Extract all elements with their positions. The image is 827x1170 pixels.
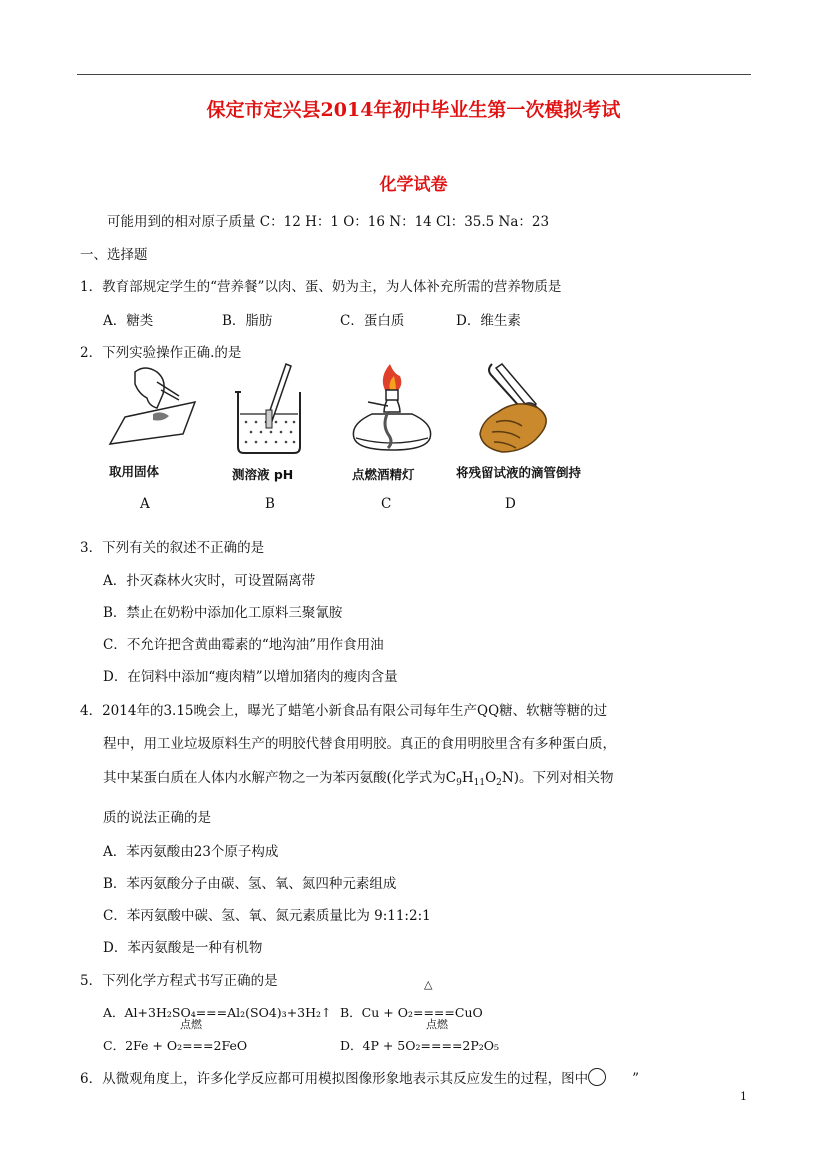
question-6-stem — [80, 1067, 639, 1087]
alcohol-lamp-icon — [348, 362, 438, 457]
question-5-option-b: B．Cu + O₂====CuO — [340, 1005, 483, 1020]
figure-c — [348, 362, 438, 482]
question-5-stem: 5．下列化学方程式书写正确的是 — [80, 973, 278, 989]
figure-a-letter: A — [140, 496, 150, 512]
formula-trail-text: N)。下列对相关物 — [501, 770, 614, 786]
question-1-option-c: C．蛋白质 — [340, 313, 405, 329]
question-4-option-b: B．苯丙氨酸分子由碳、氢、氧、氮四种元素组成 — [103, 876, 397, 892]
formula-lead-text: 其中某蛋白质在人体内水解产物之一为苯丙氨酸(化学式为C — [103, 770, 457, 786]
question-4-option-d: D．苯丙氨酸是一种有机物 — [103, 940, 263, 956]
question-3-option-c: C．不允许把含黄曲霉素的“地沟油”用作食用油 — [103, 637, 384, 653]
question-5-option-a: A．Al+3H₂SO₄===Al₂(SO4)₃+3H₂↑ — [103, 1005, 332, 1020]
figure-b — [230, 362, 310, 482]
question-4-line-1: 4．2014年的3.15晚会上，曝光了蜡笔小新食品有限公司每年生产QQ糖、软糖等糖的过 — [80, 703, 608, 719]
question-1-stem: 1．教育部规定学生的“营养餐”以肉、蛋、奶为主，为人体补充所需的营养物质是 — [80, 279, 562, 295]
figure-d — [456, 362, 608, 480]
question-2-stem: 2．下列实验操作正确.的是 — [80, 345, 242, 361]
hand-holding-dropper-icon — [468, 362, 578, 457]
question-1-option-b: B．脂肪 — [222, 313, 273, 329]
question-4-line-3 — [103, 766, 613, 788]
question-5-option-d: D．4P + 5O₂====2P₂O₅ — [340, 1038, 500, 1053]
question-1-option-a: A．糖类 — [103, 313, 154, 329]
question-4-option-a: A．苯丙氨酸由23个原子构成 — [103, 844, 279, 860]
section-heading: 一、选择题 — [80, 247, 148, 263]
header-rule — [77, 74, 751, 75]
figure-c-caption: 点燃酒精灯 — [352, 467, 415, 482]
question-4-line-2: 程中，用工业垃圾原料生产的明胶代替食用明胶。真正的食用明胶里含有多种蛋白质， — [103, 736, 616, 752]
question-3-option-b: B．禁止在奶粉中添加化工原料三聚氰胺 — [103, 605, 343, 621]
formula-subscript-hydrogen: 11 — [473, 778, 486, 788]
question-6-quote: ” — [632, 1071, 639, 1087]
formula-subscript-oxygen: 2 — [496, 778, 502, 788]
circle-icon — [588, 1068, 606, 1086]
figure-a-caption: 取用固体 — [109, 464, 160, 479]
question-4-option-c: C．苯丙氨酸中碳、氢、氧、氮元素质量比为 9:11:2:1 — [103, 908, 431, 924]
question-5-option-c: C．2Fe + O₂===2FeO — [103, 1038, 248, 1053]
figure-b-caption: 测溶液 pH — [232, 467, 294, 482]
figure-a — [105, 362, 200, 479]
question-6-text: 6．从微观角度上，许多化学反应都可用模拟图像形象地表示其反应发生的过程，图中 — [80, 1071, 589, 1087]
condition-ignite-2: 点燃 — [426, 1018, 448, 1031]
formula-hydrogen: H — [461, 770, 474, 786]
heat-symbol: △ — [424, 978, 433, 991]
page-subtitle: 化学试卷 — [379, 175, 448, 195]
question-3-option-d: D．在饲料中添加“瘦肉精”以增加猪肉的瘦肉含量 — [103, 669, 398, 685]
condition-ignite-1: 点燃 — [180, 1018, 202, 1031]
page-title: 保定市定兴县2014年初中毕业生第一次模拟考试 — [206, 99, 621, 121]
question-3-option-a: A．扑灭森林火灾时，可设置隔离带 — [103, 573, 316, 589]
beaker-with-dropper-icon — [230, 362, 310, 457]
formula-oxygen: O — [485, 770, 497, 786]
formula-subscript-carbon: 9 — [456, 778, 462, 788]
question-4-line-4: 质的说法正确的是 — [103, 810, 211, 826]
question-1-option-d: D．维生素 — [456, 313, 521, 329]
question-3-stem: 3．下列有关的叙述不正确的是 — [80, 540, 265, 556]
atomic-masses: 可能用到的相对原子质量 C：12 H：1 O：16 N：14 Cl：35.5 Na：23 — [107, 214, 550, 230]
figure-d-caption: 将残留试液的滴管倒持 — [456, 465, 582, 480]
hand-with-paper-icon — [105, 362, 200, 452]
page-number: 1 — [740, 1090, 747, 1103]
figure-b-letter: B — [265, 496, 275, 512]
figure-d-letter: D — [505, 496, 516, 512]
figure-c-letter: C — [381, 496, 392, 512]
